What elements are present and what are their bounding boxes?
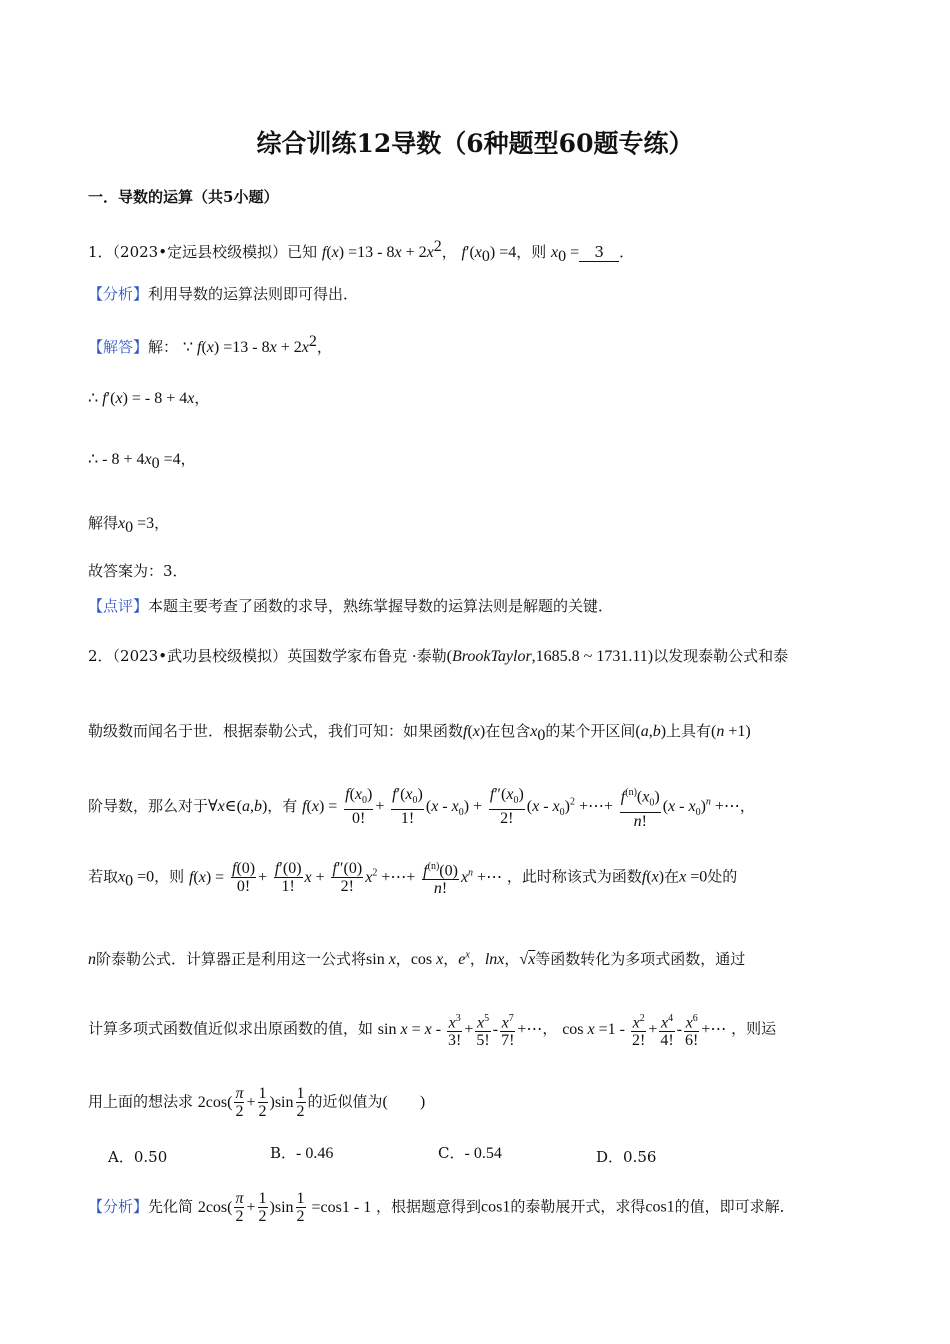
option-label: D．: [596, 1148, 624, 1166]
stem-text: ，则: [154, 867, 185, 886]
page-title: 综合训练12导数（6种题型60题专练）: [256, 129, 694, 158]
stem-text: 等函数转化为多项式函数，通过: [535, 950, 746, 968]
stem-text: 的近似值为: [307, 1092, 383, 1111]
solution-tag: 【解答】: [88, 338, 149, 356]
option-c[interactable]: [438, 1142, 502, 1163]
stem-text: 以发现泰勒公式和泰: [653, 647, 789, 665]
option-value: 0.50: [133, 1148, 168, 1166]
step-2: ∴ f′(x) = - 8 + 4x，: [88, 389, 210, 407]
cos-series: cos x =1 - $\frac{x^2}{2!}$ + $\frac{x^4}{4!}$ - $\frac{x^6}{6!}$ +⋯: [562, 1020, 726, 1038]
question-2-line-5: n阶泰勒公式．计算器正是利用这一公式将sin x，cos x，$e^x$，lnx，√x等函数转化为多项式函数，通过: [88, 949, 746, 968]
question-source: （2023•武功县校级模拟）: [112, 647, 288, 665]
question-2-line-1: 2．（2023•武功县校级模拟）英国数学家布鲁克 ·泰勒(BrookTaylor,1685.8 ~ 1731.11)以发现泰勒公式和泰: [88, 647, 789, 665]
answer-blank: 3: [579, 243, 619, 262]
taylor-formula: f(x) = $\frac{f(x_0)}{0!}$ + $\frac{f'(x_0)}{1!}$ $(x - x_0)$ + $\frac{f''(x_0)}{2!}$ $(x - x_0)^2$ +⋯+ $\frac{f^{(n)}(x_0)}{n!}$ $(x - x_0)^n$ +⋯，: [302, 797, 755, 815]
stem-text: 已知: [287, 243, 318, 261]
stem-text: 阶泰勒公式．计算器正是利用这一公式将: [96, 950, 367, 968]
analysis-1: [88, 283, 358, 304]
stem-text: 英国数学家布鲁克 ·泰勒: [287, 647, 447, 665]
stem-text: 勒级数而闻名于世．根据泰勒公式，我们可知：如果函数: [88, 722, 464, 740]
step-4: 解得$x_0 =3$，: [88, 514, 170, 536]
stem-text: 上具有: [666, 722, 712, 740]
stem-text: 在包含: [485, 722, 531, 740]
question-number: 1．: [88, 243, 113, 261]
stem-text: 在: [664, 867, 680, 886]
stem-text: 计算多项式函数值近似求出原函数的值，如: [88, 1019, 374, 1038]
stem-text: 处的: [707, 867, 738, 886]
comment-tag: 【点评】: [88, 597, 149, 615]
question-2-line-4: 若取$x_0 =0$，则 f(x) = $\frac{f(0)}{0!}$ + $\frac{f'(0)}{1!}$ x + $\frac{f''(0)}{2!}$ $x^2$ +⋯+ $\frac{f^{(n)}(0)}{n!}$ $x^n$ +⋯ ，此时称该式为函数f(x)在x =0处的: [88, 858, 737, 897]
solution-1: 【解答】解： ∵ $f(x) =13 - 8x + 2x^2$，: [88, 333, 332, 356]
question-2-line-6: 计算多项式函数值近似求出原函数的值，如 sin x = x - $\frac{x^3}{3!}$ + $\frac{x^5}{5!}$ - $\frac{x^7}{7!}$ +⋯， cos x =1 - $\frac{x^2}{2!}$ + $\frac{x^4}{4!}$ - $\frac{x^6}{6!}$ +⋯ ，则运: [88, 1010, 776, 1049]
option-d[interactable]: [596, 1146, 656, 1167]
question-2-line-7: 用上面的想法求 2cos( $\frac{\pi}{2}$ + $\frac{1}{2}$ )sin $\frac{1}{2}$ 的近似值为( ): [88, 1085, 426, 1120]
option-label: C．: [438, 1144, 465, 1162]
final-answer: 故答案为：3．: [88, 562, 188, 580]
stem-text: 若取: [88, 867, 119, 886]
option-value: - 0.46: [296, 1145, 334, 1162]
stem-text: 用上面的想法求: [88, 1092, 194, 1111]
option-label: A．: [108, 1148, 134, 1166]
analysis-text: 利用导数的运算法则即可得出．: [148, 285, 359, 303]
analysis-text: 的泰勒展开式，求得: [510, 1197, 646, 1216]
formula-derivative: f: [461, 244, 466, 261]
comment-text: 本题主要考查了函数的求导，熟练掌握导数的运算法则是解题的关键．: [148, 597, 614, 615]
stem-text: ，此时称该式为函数: [506, 867, 642, 886]
step-3: ∴ - $8 + 4x_0 =4$，: [88, 450, 196, 472]
analysis-2: 【分析】先化简 2cos( $\frac{\pi}{2}$ + $\frac{1}{2}$ )sin $\frac{1}{2}$ =cos1 - 1 ，根据题意得到cos1的泰勒展开式，求得cos1的值，即可求解．: [88, 1190, 795, 1225]
question-2-line-3: 阶导数，那么对于∀x∈(a,b)，有 f(x) = $\frac{f(x_0)}{0!}$ + $\frac{f'(x_0)}{1!}$ $(x - x_0)$ + $\frac{f''(x_0)}{2!}$ $(x - x_0)^2$ +⋯+ $\frac{f^{(n)}(x_0)}{n!}$ $(x - x_0)^n$ +⋯，: [88, 784, 755, 830]
stem-text: ，则: [516, 243, 547, 261]
question-2-line-2: 勒级数而闻名于世．根据泰勒公式，我们可知：如果函数f(x)在包含$x_0$的某个开区间(a,b)上具有(n +1): [88, 722, 751, 744]
comment-1: [88, 595, 613, 616]
option-label: B．: [270, 1144, 297, 1162]
formula-f: f: [321, 244, 327, 261]
section-heading: 一．导数的运算（共5小题）: [88, 188, 279, 206]
stem-text: ，则运: [731, 1019, 777, 1038]
question-number: 2．: [88, 647, 113, 665]
stem-text: 的某个开区间: [545, 722, 636, 740]
option-value: 0.56: [623, 1148, 657, 1166]
analysis-tag: 【分析】: [88, 285, 149, 303]
option-b[interactable]: [270, 1142, 333, 1163]
solution-text: 解：: [148, 338, 179, 356]
stem-text: 阶导数，那么对于: [88, 796, 209, 815]
question-source: （2023•定远县校级模拟）: [112, 243, 288, 261]
target-expression: 2cos( $\frac{\pi}{2}$ + $\frac{1}{2}$ )sin $\frac{1}{2}$: [197, 1085, 305, 1120]
sin-series: sin x = x - $\frac{x^3}{3!}$ + $\frac{x^5}{5!}$ - $\frac{x^7}{7!}$ +⋯: [378, 1020, 543, 1038]
stem-text: ，有: [267, 796, 298, 815]
simplified-expression: 2cos( $\frac{\pi}{2}$ + $\frac{1}{2}$ )sin $\frac{1}{2}$ =cos1 - 1: [197, 1190, 372, 1225]
question-1-line: 1．（2023•定远县校级模拟）已知 $f(x) =13 - 8x + 2x^2$， $f'(x_0) =4$，则 $x_0 = 3$ ．: [88, 238, 635, 265]
step-text: 解得: [88, 514, 119, 532]
maclaurin-formula: f(x) = $\frac{f(0)}{0!}$ + $\frac{f'(0)}{1!}$ x + $\frac{f''(0)}{2!}$ $x^2$ +⋯+ $\frac{f^{(n)}(0)}{n!}$ $x^n$ +⋯: [189, 868, 507, 886]
analysis-text: 的值，即可求解．: [674, 1197, 795, 1216]
option-a[interactable]: [108, 1146, 167, 1167]
analysis-tag: 【分析】: [88, 1197, 149, 1216]
analysis-text: ，根据题意得到: [375, 1197, 481, 1216]
analysis-text: 先化简: [148, 1197, 194, 1216]
option-value: - 0.54: [464, 1145, 502, 1162]
